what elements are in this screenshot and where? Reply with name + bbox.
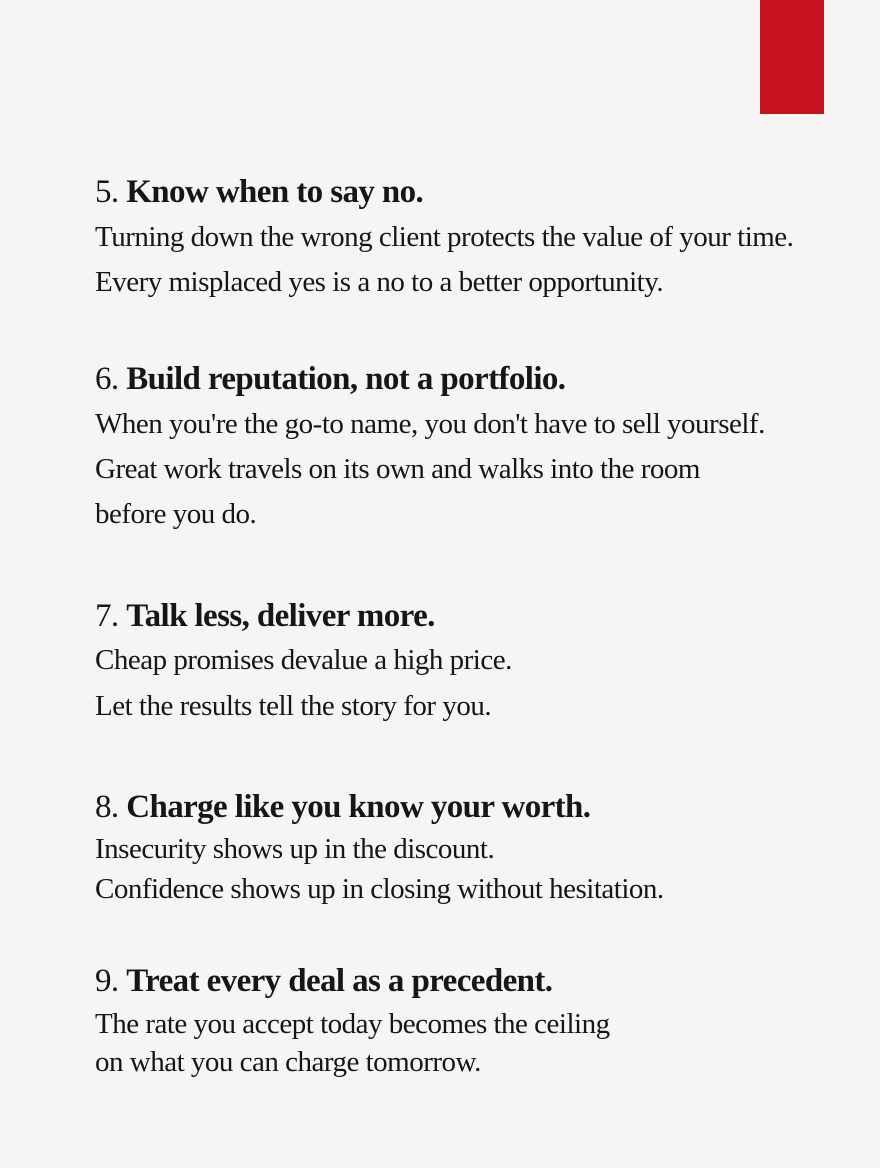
item-number: 7. [95,598,119,634]
item-body-line: Confidence shows up in closing without hesitation. [95,873,664,905]
item-title: Build reputation, not a portfolio. [126,361,566,397]
item-body-line: before you do. [95,498,257,530]
item-number: 5. [95,174,119,210]
item-title: Know when to say no. [126,174,424,210]
item-body-line: Let the results tell the story for you. [95,690,492,722]
item-title: Treat every deal as a precedent. [126,963,553,999]
item-title: Charge like you know your worth. [126,789,591,825]
item-body-line: When you're the go-to name, you don't have to sell yourself. [95,408,765,440]
item-heading [95,788,855,826]
list-item [95,788,855,909]
item-body-line: Cheap promises devalue a high price. [95,644,512,676]
list-item [95,962,855,1081]
item-number: 8. [95,789,119,825]
item-heading [95,173,855,211]
list-item [95,360,855,537]
item-body-line: Great work travels on its own and walks into the room [95,453,700,485]
list-item [95,597,855,729]
item-body-line: The rate you accept today becomes the ceiling [95,1008,610,1040]
item-body-line: Insecurity shows up in the discount. [95,833,495,865]
item-body-line: Turning down the wrong client protects the value of your time. [95,221,794,253]
list-item [95,173,855,305]
item-number: 9. [95,963,119,999]
item-body-line: on what you can charge tomorrow. [95,1046,481,1078]
item-body-line: Every misplaced yes is a no to a better opportunity. [95,266,664,298]
item-heading [95,962,855,1000]
item-number: 6. [95,361,119,397]
item-heading [95,360,855,398]
item-heading [95,597,855,635]
item-title: Talk less, deliver more. [126,598,435,634]
red-accent-tab [760,0,824,114]
